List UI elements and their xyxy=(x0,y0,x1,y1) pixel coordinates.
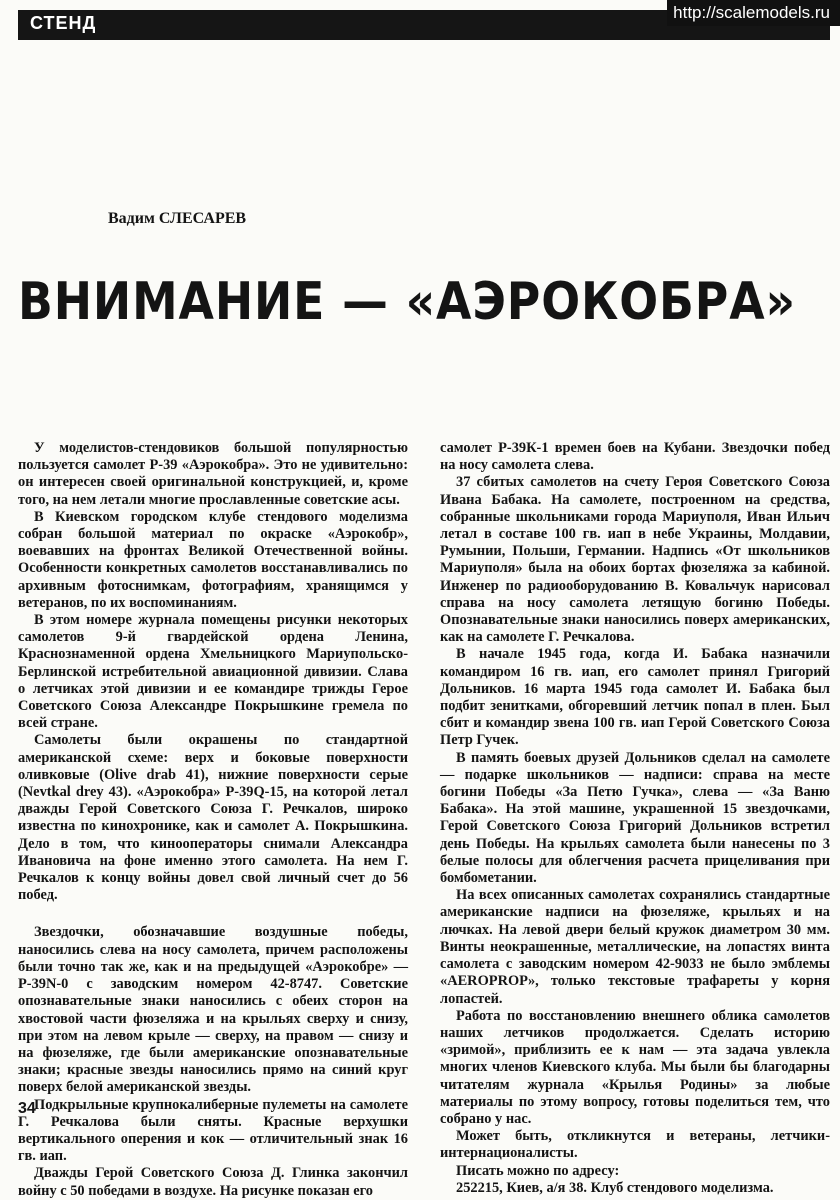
paragraph: У моделистов-стендовиков большой популярностью пользуется самолет Р-39 «Аэрокобра». Это не удивительно: он интересен своей оригинальной конструкцией, и, кроме того, на нем летали многие прославленные советские асы. xyxy=(18,440,408,508)
paragraph: В память боевых друзей Дольников сделал на самолете — подарке школьников — надписи: справа на месте богини Победы «За Петю Гучка», слева — «За Ваню Бабака». На этой машине, украшенной 15 звездочками, Герой Советского Союза Григорий Дольников встретил день Победы. На крыльях самолета были нанесены по 3 белые полосы для облегчения расчета прицеливания при бомбометании. xyxy=(440,749,830,887)
paragraph: Подкрыльные крупнокалиберные пулеметы на самолете Г. Речкалова были сняты. Красные верхушки вертикального оперения и кок — отличительный знак 16 гв. иап. xyxy=(18,1096,408,1165)
paragraph: В начале 1945 года, когда И. Бабака назначили командиром 16 гв. иап, его самолет принял Григорий Дольников. 16 марта 1945 года самолет И. Бабака был подбит зенитками, обгоревший летчик попал в плен. Был сбит и командир звена 100 гв. иап Герой Советского Союза Петр Гучек. xyxy=(440,646,830,749)
right-column xyxy=(440,440,830,1197)
paragraph: Писать можно по адресу: xyxy=(456,1162,620,1179)
paragraph: 252215, Киев, а/я 38. Клуб стендового моделизма. xyxy=(456,1179,774,1196)
paragraph: Звездочки, обозначавшие воздушные победы, наносились слева на носу самолета, причем расположены были точно так же, как и на предыдущей «Аэрокобре» — Р-39N-0 с заводским номером 42-8747. Советские опознавательные знаки наносились с обеих сторон на хвостовой части фюзеляжа и на крыльях сверху и снизу, при этом на левом крыле — сверху, на правом — снизу и на фюзеляже, где были американские опознавательные знаки; красные звезды наносились прямо на синий круг поверх белой американской звезды. xyxy=(18,924,408,1096)
paragraph: В этом номере журнала помещены рисунки некоторых самолетов 9-й гвардейской ордена Ленина, Краснознаменной ордена Хмельницкого Мариупольско-Берлинской истребительной авиационной дивизии. Слава о летчиках этой дивизии и ее командире трижды Герое Советского Союза Александре Покрышкине гремела по всей стране. xyxy=(18,612,408,732)
paragraph: Дважды Герой Советского Союза Д. Глинка закончил войну с 50 победами в воздухе. На рисунке показан его xyxy=(18,1165,408,1199)
article-author: Вадим СЛЕСАРЕВ xyxy=(108,210,247,227)
paragraph: Самолеты были окрашены по стандартной американской схеме: верх и боковые поверхности оливковые (Olive drab 41), нижние поверхности серые (Nevtkal drey 43). «Аэрокобра» Р-39Q-15, на которой летал дважды Герой Советского Союза Г. Речкалов, широко известна по кинохронике, как и самолет А. Покрышкина. Дело в том, что кинооператоры снимали Александра Ивановича на фоне именно этого самолета. На нем Г. Речкалов к концу войны довел свой личный счет до 56 побед. xyxy=(18,732,408,904)
paragraph: В Киевском городском клубе стендового моделизма собран большой материал по окраске «Аэрокобр», воевавших на фронтах Великой Отечественной войны. Особенности конкретных самолетов восстанавливались по архивным фотоснимкам, фотографиям, хранящимся у ветеранов, по их воспоминаниям. xyxy=(18,508,408,611)
watermark-url: http://scalemodels.ru xyxy=(667,0,840,26)
article-title: ВНИМАНИЕ — «АЭРОКОБРА» xyxy=(18,272,796,332)
page-number: 34 xyxy=(18,1100,36,1117)
left-column xyxy=(18,440,408,1200)
paragraph: 37 сбитых самолетов на счету Героя Советского Союза Ивана Бабака. На самолете, построенном на средства, собранные школьниками города Мариуполя, Иван Ильич летал в составе 100 гв. иап в небе Украины, Молдавии, Румынии, Польши, Германии. Надпись «От школьников Мариуполя» была на обоих бортах фюзеляжа за кабиной. Инженер по радиооборудованию В. Ковальчук нарисовал справа на носу самолета летящую богиню Победы. Опознавательные знаки наносились поверх американских, как на самолете Г. Речкалова. xyxy=(440,474,830,646)
section-label: СТЕНД xyxy=(30,13,97,33)
paragraph: На всех описанных самолетах сохранялись стандартные американские надписи на фюзеляже, крыльях и на лючках. На левой двери белый кружок диаметром 30 мм. Винты неокрашенные, металлические, на лопастях винта самолета с заводским номером 42-9033 не было эмблемы «AEROPROP», только текстовые трафареты у корня лопастей. xyxy=(440,887,830,1007)
paragraph: Может быть, откликнутся и ветераны, летчики-интернационалисты. xyxy=(440,1128,830,1162)
paragraph: самолет Р-39К-1 времен боев на Кубани. Звездочки побед на носу самолета слева. xyxy=(440,440,830,474)
paragraph: Работа по восстановлению внешнего облика самолетов наших летчиков продолжается. Сделать историю «зримой», приблизить ее к нам — эта задача увлекла многих членов Киевского клуба. Мы были бы благодарны читателям журнала «Крылья Родины» за любые материалы по этому вопросу, готовы поделиться тем, что собрано у нас. xyxy=(440,1007,830,1127)
